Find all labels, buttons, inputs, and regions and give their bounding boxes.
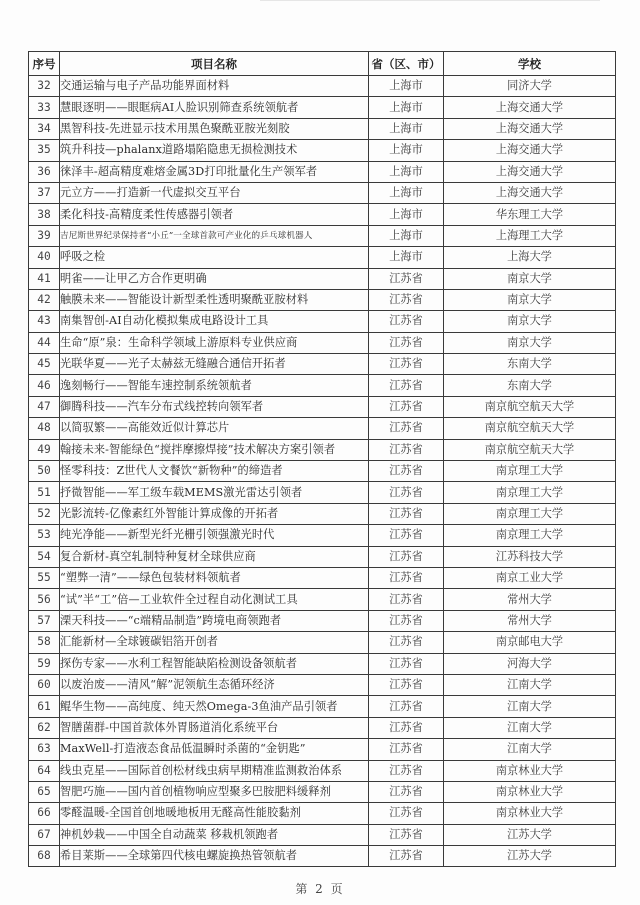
row-number: 65 <box>29 781 60 802</box>
scan-edge-line <box>260 0 600 1</box>
table-row <box>29 161 616 182</box>
row-number: 38 <box>29 204 60 225</box>
school: 同济大学 <box>444 76 616 97</box>
table-row <box>29 653 616 674</box>
row-number: 56 <box>29 589 60 610</box>
row-number: 53 <box>29 525 60 546</box>
province: 上海市 <box>369 97 444 118</box>
row-number: 39 <box>29 225 60 246</box>
school: 南京理工大学 <box>444 525 616 546</box>
school: 南京大学 <box>444 332 616 353</box>
school: 东南大学 <box>444 354 616 375</box>
header-province: 省（区、市） <box>369 52 444 76</box>
table-row <box>29 332 616 353</box>
school: 上海交通大学 <box>444 161 616 182</box>
row-number: 45 <box>29 354 60 375</box>
project-name: 明雀——让甲乙方合作更明确 <box>60 268 369 289</box>
province: 江苏省 <box>369 781 444 802</box>
table-row <box>29 289 616 310</box>
school: 南京理工大学 <box>444 503 616 524</box>
school: 上海交通大学 <box>444 118 616 139</box>
row-number: 61 <box>29 696 60 717</box>
project-name: 南集智创-AI自动化模拟集成电路设计工具 <box>60 311 369 332</box>
province: 江苏省 <box>369 311 444 332</box>
project-table <box>28 51 616 867</box>
table-row <box>29 525 616 546</box>
province: 江苏省 <box>369 589 444 610</box>
project-name: 汇能新材—全球镀碳铝箔开创者 <box>60 632 369 653</box>
province: 江苏省 <box>369 803 444 824</box>
row-number: 32 <box>29 76 60 97</box>
province: 上海市 <box>369 140 444 161</box>
project-name: 纯光净能——新型光纤光栅引领强激光时代 <box>60 525 369 546</box>
table-row <box>29 567 616 588</box>
row-number: 42 <box>29 289 60 310</box>
table-row <box>29 418 616 439</box>
table-row <box>29 739 616 760</box>
province: 江苏省 <box>369 525 444 546</box>
school: 河海大学 <box>444 653 616 674</box>
row-number: 60 <box>29 674 60 695</box>
province: 江苏省 <box>369 632 444 653</box>
province: 江苏省 <box>369 375 444 396</box>
table-row <box>29 268 616 289</box>
school: 华东理工大学 <box>444 204 616 225</box>
row-number: 47 <box>29 396 60 417</box>
province: 江苏省 <box>369 546 444 567</box>
school: 东南大学 <box>444 375 616 396</box>
table-row <box>29 760 616 781</box>
table-row <box>29 717 616 738</box>
project-name: “塑弊一清”——绿色包装材料领航者 <box>60 567 369 588</box>
project-name: 元立方——打造新一代虚拟交互平台 <box>60 182 369 203</box>
project-name: 呼吸之检 <box>60 247 369 268</box>
province: 江苏省 <box>369 418 444 439</box>
table-row <box>29 118 616 139</box>
project-name: 光影流转-亿像素红外智能计算成像的开拓者 <box>60 503 369 524</box>
page-number: 第 2 页 <box>295 882 345 896</box>
province: 江苏省 <box>369 674 444 695</box>
table-row <box>29 503 616 524</box>
row-number: 34 <box>29 118 60 139</box>
table-row <box>29 439 616 460</box>
school: 常州大学 <box>444 610 616 631</box>
row-number: 36 <box>29 161 60 182</box>
table-row <box>29 824 616 845</box>
table-row <box>29 182 616 203</box>
table-row <box>29 76 616 97</box>
project-name: 探伤专家——水利工程智能缺陷检测设备领航者 <box>60 653 369 674</box>
school: 南京大学 <box>444 289 616 310</box>
row-number: 35 <box>29 140 60 161</box>
project-name: 徕泽丰-超高精度难熔金属3D打印批量化生产领军者 <box>60 161 369 182</box>
project-name: 溧天科技——“c端精品制造”跨境电商领跑者 <box>60 610 369 631</box>
province: 上海市 <box>369 118 444 139</box>
row-number: 48 <box>29 418 60 439</box>
row-number: 58 <box>29 632 60 653</box>
row-number: 66 <box>29 803 60 824</box>
school: 南京林业大学 <box>444 803 616 824</box>
row-number: 62 <box>29 717 60 738</box>
province: 上海市 <box>369 76 444 97</box>
school: 南京邮电大学 <box>444 632 616 653</box>
table-row <box>29 803 616 824</box>
row-number: 44 <box>29 332 60 353</box>
table-row <box>29 674 616 695</box>
province: 江苏省 <box>369 696 444 717</box>
row-number: 33 <box>29 97 60 118</box>
school: 江苏大学 <box>444 846 616 867</box>
project-name: 希目莱斯——全球第四代核电螺旋换热管领航者 <box>60 846 369 867</box>
province: 江苏省 <box>369 846 444 867</box>
province: 江苏省 <box>369 760 444 781</box>
province: 上海市 <box>369 204 444 225</box>
province: 上海市 <box>369 182 444 203</box>
province: 江苏省 <box>369 482 444 503</box>
project-name: 翰接未来-智能绿色“搅拌摩擦焊接”技术解决方案引领者 <box>60 439 369 460</box>
school: 南京航空航天大学 <box>444 418 616 439</box>
table-row <box>29 375 616 396</box>
project-name: 神机妙栽——中国全自动蔬菜 移栽机领跑者 <box>60 824 369 845</box>
province: 江苏省 <box>369 461 444 482</box>
school: 江苏大学 <box>444 824 616 845</box>
table-row <box>29 97 616 118</box>
project-name: 以简驭繁——高能效近似计算芯片 <box>60 418 369 439</box>
province: 上海市 <box>369 161 444 182</box>
table-row <box>29 610 616 631</box>
school: 南京大学 <box>444 268 616 289</box>
table-row <box>29 311 616 332</box>
table-row <box>29 396 616 417</box>
table-row <box>29 247 616 268</box>
header-number: 序号 <box>29 52 60 76</box>
header-school: 学校 <box>444 52 616 76</box>
table-row <box>29 461 616 482</box>
table-row <box>29 589 616 610</box>
row-number: 54 <box>29 546 60 567</box>
project-name: 交通运输与电子产品功能界面材料 <box>60 76 369 97</box>
project-name: 智膳菌群-中国首款体外胃肠道消化系统平台 <box>60 717 369 738</box>
province: 江苏省 <box>369 717 444 738</box>
project-name: 筑升科技—phalanx道路塌陷隐患无损检测技术 <box>60 140 369 161</box>
school: 上海理工大学 <box>444 225 616 246</box>
province: 江苏省 <box>369 610 444 631</box>
project-name: 生命“原”泉：生命科学领域上游原料专业供应商 <box>60 332 369 353</box>
school: 江南大学 <box>444 674 616 695</box>
row-number: 43 <box>29 311 60 332</box>
row-number: 52 <box>29 503 60 524</box>
row-number: 57 <box>29 610 60 631</box>
school: 南京理工大学 <box>444 461 616 482</box>
province: 江苏省 <box>369 824 444 845</box>
row-number: 64 <box>29 760 60 781</box>
school: 南京航空航天大学 <box>444 439 616 460</box>
row-number: 51 <box>29 482 60 503</box>
province: 江苏省 <box>369 439 444 460</box>
province: 江苏省 <box>369 503 444 524</box>
table-row <box>29 354 616 375</box>
project-name: “试”半“工”倍—工业软件全过程自动化测试工具 <box>60 589 369 610</box>
table-row <box>29 696 616 717</box>
table-row <box>29 140 616 161</box>
school: 上海大学 <box>444 247 616 268</box>
school: 南京林业大学 <box>444 781 616 802</box>
province: 江苏省 <box>369 289 444 310</box>
project-name: 抒微智能——军工级车载MEMS激光雷达引领者 <box>60 482 369 503</box>
project-name: 柔化科技-高精度柔性传感器引领者 <box>60 204 369 225</box>
project-name: 逸刻畅行——智能车速控制系统领航者 <box>60 375 369 396</box>
row-number: 63 <box>29 739 60 760</box>
province: 江苏省 <box>369 354 444 375</box>
project-name: 零醛温暖-全国首创地暖地板用无醛高性能胶黏剂 <box>60 803 369 824</box>
row-number: 40 <box>29 247 60 268</box>
table-row <box>29 482 616 503</box>
school: 常州大学 <box>444 589 616 610</box>
province: 江苏省 <box>369 332 444 353</box>
header-project-name: 项目名称 <box>60 52 369 76</box>
table-row <box>29 846 616 867</box>
school: 南京林业大学 <box>444 760 616 781</box>
province: 江苏省 <box>369 396 444 417</box>
school: 南京理工大学 <box>444 482 616 503</box>
project-name: 触膜未来——智能设计新型柔性透明聚酰亚胺材料 <box>60 289 369 310</box>
school: 南京大学 <box>444 311 616 332</box>
project-name: 黑智科技-先进显示技术用黑色聚酰亚胺光刻胶 <box>60 118 369 139</box>
table-header-row <box>29 52 616 76</box>
project-name: MaxWell-打造液态食品低温瞬时杀菌的“金钥匙” <box>60 739 369 760</box>
table-row <box>29 204 616 225</box>
row-number: 37 <box>29 182 60 203</box>
project-name: 线虫克星——国际首创松材线虫病早期精准监测救治体系 <box>60 760 369 781</box>
row-number: 55 <box>29 567 60 588</box>
school: 江南大学 <box>444 739 616 760</box>
row-number: 59 <box>29 653 60 674</box>
table-row <box>29 546 616 567</box>
row-number: 49 <box>29 439 60 460</box>
province: 江苏省 <box>369 653 444 674</box>
row-number: 41 <box>29 268 60 289</box>
province: 江苏省 <box>369 567 444 588</box>
table-row <box>29 632 616 653</box>
project-name: 怪零科技：Z世代人文餐饮“新物种”的缔造者 <box>60 461 369 482</box>
school: 上海交通大学 <box>444 140 616 161</box>
project-name: 智肥巧施——国内首创植物响应型聚多巴胺肥料缓释剂 <box>60 781 369 802</box>
school: 江南大学 <box>444 696 616 717</box>
project-name: 鲲华生物——高纯度、纯天然Omega-3鱼油产品引领者 <box>60 696 369 717</box>
table-row <box>29 225 616 246</box>
row-number: 68 <box>29 846 60 867</box>
row-number: 46 <box>29 375 60 396</box>
project-name: 慧眼逐明——眼眶病AI人脸识别筛查系统领航者 <box>60 97 369 118</box>
province: 上海市 <box>369 225 444 246</box>
province: 江苏省 <box>369 739 444 760</box>
school: 江苏科技大学 <box>444 546 616 567</box>
school: 江南大学 <box>444 717 616 738</box>
school: 南京航空航天大学 <box>444 396 616 417</box>
project-name: 吉尼斯世界纪录保持者“小丘”一全球首款可产业化的乒乓球机器人 <box>60 225 369 246</box>
row-number: 50 <box>29 461 60 482</box>
project-name: 光联华夏——光子太赫兹无缝融合通信开拓者 <box>60 354 369 375</box>
table-row <box>29 781 616 802</box>
project-name: 以废治废——清风“解”泥领航生态循环经济 <box>60 674 369 695</box>
school: 南京工业大学 <box>444 567 616 588</box>
project-name: 复合新材-真空轧制特种复材全球供应商 <box>60 546 369 567</box>
project-name: 御腾科技——汽车分布式线控转向领军者 <box>60 396 369 417</box>
province: 上海市 <box>369 247 444 268</box>
row-number: 67 <box>29 824 60 845</box>
school: 上海交通大学 <box>444 97 616 118</box>
province: 江苏省 <box>369 268 444 289</box>
school: 上海交通大学 <box>444 182 616 203</box>
